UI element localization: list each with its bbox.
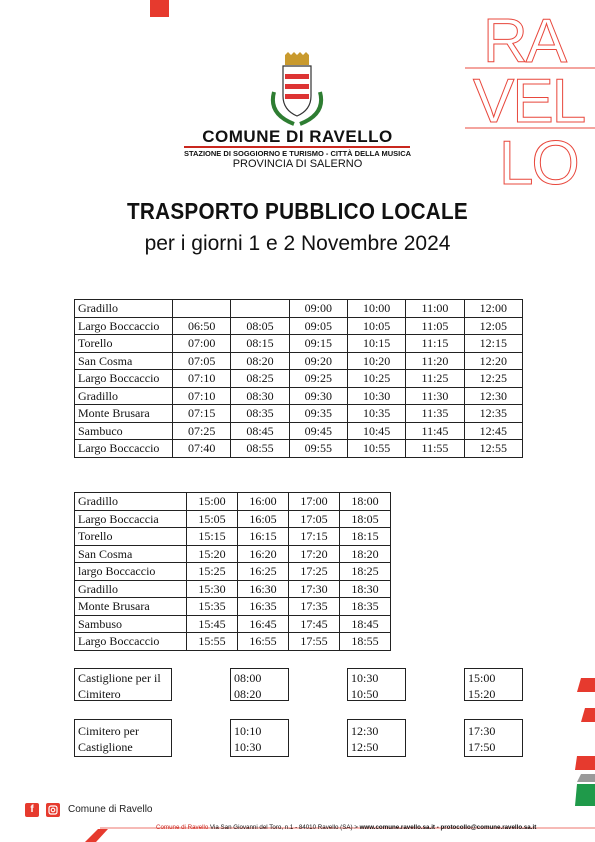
departure-time: 11:45	[406, 422, 464, 440]
document-heading: TRASPORTO PUBBLICO LOCALE	[126, 198, 469, 224]
side-stripes	[575, 678, 595, 808]
province-label: PROVINCIA DI SALERNO	[232, 158, 363, 170]
departure-time: 15:35	[187, 598, 238, 616]
departure-time: 11:25	[406, 370, 464, 388]
departure-time: 16:45	[238, 615, 289, 633]
municipality-title: COMUNE DI RAVELLO	[202, 127, 393, 146]
departure-time: 11:30	[406, 387, 464, 405]
departure-time: 11:00	[406, 300, 464, 318]
departure-time: 10:25	[347, 370, 405, 388]
departure-time: 18:35	[340, 598, 391, 616]
table-row	[75, 352, 523, 370]
stop-name: Sambuco	[75, 422, 173, 440]
departure-time: 12:20	[464, 352, 522, 370]
facebook-icon[interactable]: f	[25, 803, 39, 817]
table-row	[75, 510, 391, 528]
afternoon-timetable	[74, 492, 391, 651]
route-box-to-cemetery	[74, 668, 172, 701]
departure-time: 11:35	[406, 405, 464, 423]
departure-time: 17:20	[289, 545, 340, 563]
stop-name: San Cosma	[75, 545, 187, 563]
departure-time: 15:00	[468, 671, 496, 685]
departure-time: 08:45	[231, 422, 289, 440]
departure-time: 09:55	[289, 440, 347, 458]
departure-time: 15:20	[187, 545, 238, 563]
departure-time: 07:00	[173, 335, 231, 353]
departure-time: 18:15	[340, 528, 391, 546]
arrival-time: 15:20	[468, 687, 496, 701]
arrival-time: 12:50	[351, 740, 379, 754]
departure-time: 12:30	[351, 724, 379, 738]
watermark-lo: LO	[499, 129, 578, 190]
municipality-subtitle: STAZIONE DI SOGGIORNO E TURISMO - CITTÀ DELLA MUSICA	[183, 149, 412, 158]
route-line-1: Castiglione per il	[78, 671, 161, 685]
departure-time: 08:00	[234, 671, 262, 685]
departure-time: 12:15	[464, 335, 522, 353]
departure-time: 11:05	[406, 317, 464, 335]
footer-street: Via San Giovanni del Toro, n.1 - 84010 Ravello (SA) >	[208, 824, 360, 831]
departure-time: 15:45	[187, 615, 238, 633]
red-accent-block	[150, 0, 169, 17]
table-row	[75, 528, 391, 546]
route-box-from-cemetery	[74, 719, 172, 757]
footer-address	[156, 824, 536, 831]
watermark-ra: RA	[483, 7, 566, 76]
departure-time: 15:15	[187, 528, 238, 546]
departure-time: 08:05	[231, 317, 289, 335]
departure-time: 11:55	[406, 440, 464, 458]
footer-web-link[interactable]: www.comune.ravello.sa.it - protocollo@comune.ravello.sa.it	[359, 824, 537, 831]
departure-time: 09:20	[289, 352, 347, 370]
departure-time: 10:05	[347, 317, 405, 335]
departure-time: 12:25	[464, 370, 522, 388]
stop-name: Largo Boccaccio	[75, 440, 173, 458]
route-line-1: Cimitero per	[78, 724, 139, 738]
departure-time: 17:15	[289, 528, 340, 546]
stop-name: Sambuso	[75, 615, 187, 633]
departure-time: 06:50	[173, 317, 231, 335]
arrival-time: 10:30	[234, 740, 262, 754]
departure-time: 16:20	[238, 545, 289, 563]
departure-time: 07:40	[173, 440, 231, 458]
departure-time: 08:30	[231, 387, 289, 405]
departure-time: 07:10	[173, 387, 231, 405]
departure-time: 07:05	[173, 352, 231, 370]
departure-time: 11:20	[406, 352, 464, 370]
departure-time: 15:55	[187, 633, 238, 651]
stop-name: largo Boccaccio	[75, 563, 187, 581]
departure-time: 10:30	[347, 387, 405, 405]
departure-time: 18:55	[340, 633, 391, 651]
table-row	[75, 440, 523, 458]
departure-time: 07:25	[173, 422, 231, 440]
departure-time: 18:05	[340, 510, 391, 528]
departure-time: 07:10	[173, 370, 231, 388]
stop-name: Largo Boccaccio	[75, 370, 173, 388]
arrival-time: 08:20	[234, 687, 262, 701]
arrival-time: 17:50	[468, 740, 496, 754]
departure-time: 16:15	[238, 528, 289, 546]
table-row	[75, 615, 391, 633]
departure-time: 12:30	[464, 387, 522, 405]
departure-time: 07:15	[173, 405, 231, 423]
departure-time: 17:35	[289, 598, 340, 616]
table-row	[75, 580, 391, 598]
social-handle: Comune di Ravello	[68, 804, 153, 815]
departure-time: 16:35	[238, 598, 289, 616]
departure-time: 09:25	[289, 370, 347, 388]
table-row	[75, 370, 523, 388]
table-row	[75, 317, 523, 335]
table-row	[75, 598, 391, 616]
departure-time: 08:25	[231, 370, 289, 388]
table-row	[75, 422, 523, 440]
departure-time: 08:15	[231, 335, 289, 353]
table-row	[75, 563, 391, 581]
departure-time: 08:55	[231, 440, 289, 458]
departure-time	[231, 300, 289, 318]
stop-name: Largo Boccaccio	[75, 317, 173, 335]
departure-time: 08:35	[231, 405, 289, 423]
departure-time: 11:15	[406, 335, 464, 353]
departure-time	[173, 300, 231, 318]
table-row	[75, 545, 391, 563]
departure-time: 17:55	[289, 633, 340, 651]
departure-time: 09:05	[289, 317, 347, 335]
crest-icon	[266, 52, 328, 128]
departure-time: 18:00	[340, 493, 391, 511]
departure-time: 12:05	[464, 317, 522, 335]
departure-time: 16:05	[238, 510, 289, 528]
departure-time: 10:00	[347, 300, 405, 318]
route-line-2: Castiglione	[78, 740, 133, 754]
stop-name: Torello	[75, 335, 173, 353]
table-row	[75, 335, 523, 353]
departure-time: 12:55	[464, 440, 522, 458]
stop-name: Largo Boccaccia	[75, 510, 187, 528]
departure-time: 17:45	[289, 615, 340, 633]
departure-time: 17:05	[289, 510, 340, 528]
stop-name: Largo Boccaccio	[75, 633, 187, 651]
title-rule	[184, 146, 410, 148]
departure-time: 10:15	[347, 335, 405, 353]
departure-time: 18:20	[340, 545, 391, 563]
stop-name: Monte Brusara	[75, 405, 173, 423]
stop-name: Monte Brusara	[75, 598, 187, 616]
departure-time: 15:25	[187, 563, 238, 581]
time-box	[230, 719, 289, 757]
departure-time: 10:55	[347, 440, 405, 458]
departure-time: 18:25	[340, 563, 391, 581]
departure-time: 10:35	[347, 405, 405, 423]
document-subheading: per i giorni 1 e 2 Novembre 2024	[144, 232, 451, 255]
watermark-vel: VEL	[473, 67, 585, 136]
departure-time: 08:20	[231, 352, 289, 370]
departure-time: 09:15	[289, 335, 347, 353]
departure-time: 12:35	[464, 405, 522, 423]
departure-time: 09:45	[289, 422, 347, 440]
departure-time: 18:45	[340, 615, 391, 633]
footer-org: Comune di Ravello	[156, 824, 209, 831]
time-box	[464, 719, 523, 757]
table-row	[75, 300, 523, 318]
departure-time: 12:45	[464, 422, 522, 440]
departure-time: 09:30	[289, 387, 347, 405]
departure-time: 10:45	[347, 422, 405, 440]
departure-time: 18:30	[340, 580, 391, 598]
table-row	[75, 493, 391, 511]
stop-name: Torello	[75, 528, 187, 546]
departure-time: 15:05	[187, 510, 238, 528]
departure-time: 16:00	[238, 493, 289, 511]
departure-time: 15:30	[187, 580, 238, 598]
table-row	[75, 633, 391, 651]
departure-time: 17:30	[289, 580, 340, 598]
stop-name: Gradillo	[75, 580, 187, 598]
departure-time: 10:30	[351, 671, 379, 685]
morning-timetable	[74, 299, 523, 458]
route-line-2: Cimitero	[78, 687, 121, 701]
departure-time: 10:10	[234, 724, 262, 738]
time-box	[347, 668, 406, 701]
departure-time: 17:30	[468, 724, 496, 738]
departure-time: 09:35	[289, 405, 347, 423]
stop-name: San Cosma	[75, 352, 173, 370]
stop-name: Gradillo	[75, 493, 187, 511]
time-box	[230, 668, 289, 701]
stop-name: Gradillo	[75, 387, 173, 405]
time-box	[347, 719, 406, 757]
stop-name: Gradillo	[75, 300, 173, 318]
departure-time: 15:00	[187, 493, 238, 511]
table-row	[75, 405, 523, 423]
departure-time: 10:20	[347, 352, 405, 370]
departure-time: 17:00	[289, 493, 340, 511]
departure-time: 16:55	[238, 633, 289, 651]
table-row	[75, 387, 523, 405]
time-box	[464, 668, 523, 701]
departure-time: 16:25	[238, 563, 289, 581]
departure-time: 17:25	[289, 563, 340, 581]
arrival-time: 10:50	[351, 687, 379, 701]
departure-time: 09:00	[289, 300, 347, 318]
departure-time: 16:30	[238, 580, 289, 598]
departure-time: 12:00	[464, 300, 522, 318]
